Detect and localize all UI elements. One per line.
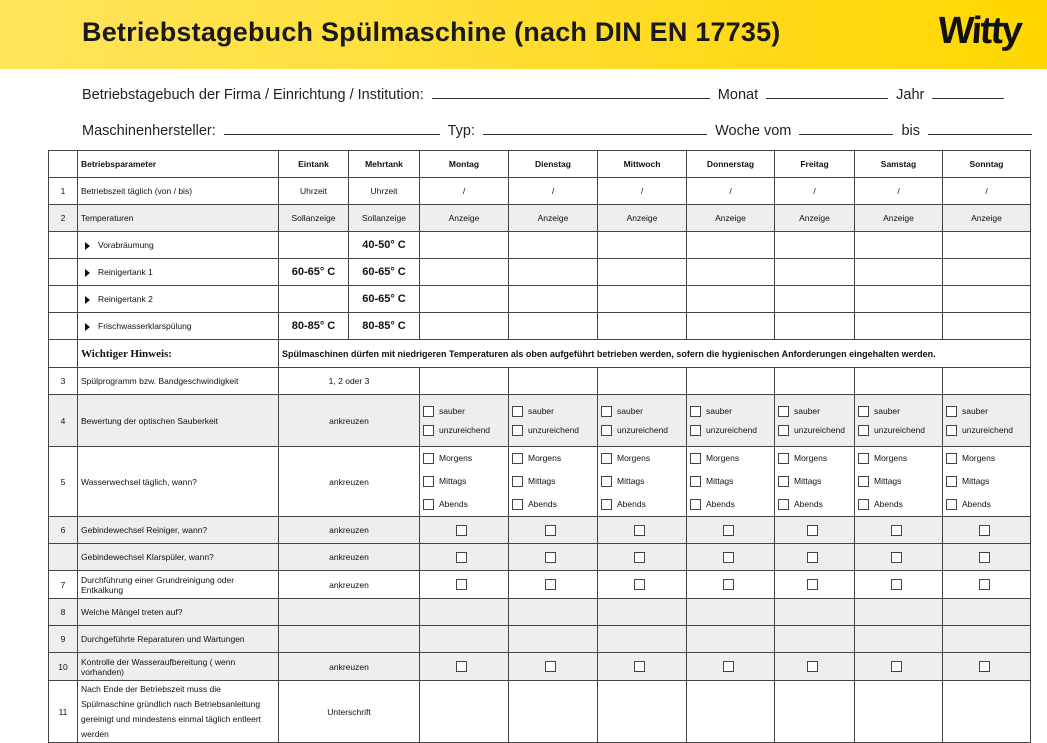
day-cell bbox=[943, 544, 1031, 571]
day-cell bbox=[509, 544, 598, 571]
day-options: Morgens Mittags Abends bbox=[598, 447, 687, 517]
day-cell[interactable] bbox=[420, 286, 509, 313]
day-cell[interactable]: / bbox=[687, 178, 775, 205]
woche-field[interactable] bbox=[799, 122, 893, 135]
day-options: Morgens Mittags Abends bbox=[687, 447, 775, 517]
day-cell bbox=[420, 517, 509, 544]
row-maengel bbox=[49, 599, 1031, 626]
header-samstag: Samstag bbox=[855, 151, 943, 178]
checkbox[interactable] bbox=[858, 476, 869, 487]
row-temp-frischwasser bbox=[49, 313, 1031, 340]
typ-label: Typ: bbox=[447, 123, 476, 139]
row-temp-reinigertank-1 bbox=[49, 259, 1031, 286]
triangle-bullet-icon bbox=[85, 269, 90, 277]
header-eintank: Eintank bbox=[279, 151, 349, 178]
day-options: Morgens Mittags Abends bbox=[855, 447, 943, 517]
day-cell bbox=[509, 517, 598, 544]
row-wasserwechsel bbox=[49, 447, 1031, 517]
checkbox[interactable] bbox=[807, 579, 818, 590]
checkbox[interactable] bbox=[423, 453, 434, 464]
day-cell: Anzeige bbox=[943, 205, 1031, 232]
row-label: Betriebszeit täglich (von / bis) bbox=[78, 178, 279, 205]
day-cell bbox=[775, 653, 855, 681]
row-gebinde-reiniger bbox=[49, 517, 1031, 544]
checkbox[interactable] bbox=[807, 525, 818, 536]
checkbox[interactable] bbox=[778, 476, 789, 487]
eintank-cell bbox=[279, 286, 349, 313]
title-banner bbox=[0, 0, 1047, 69]
eintank-cell bbox=[279, 232, 349, 259]
bis-label: bis bbox=[901, 123, 920, 139]
mehrtank-cell: Uhrzeit bbox=[349, 178, 420, 205]
day-cell[interactable]: / bbox=[943, 178, 1031, 205]
woche-label: Woche vom bbox=[715, 123, 792, 139]
day-cell: Anzeige bbox=[420, 205, 509, 232]
row-sauberkeit bbox=[49, 395, 1031, 447]
row-betriebszeit bbox=[49, 178, 1031, 205]
day-cell[interactable] bbox=[855, 599, 943, 626]
checkbox[interactable] bbox=[456, 579, 467, 590]
day-cell bbox=[420, 544, 509, 571]
row-label: Nach Ende der Betriebszeit muss die Spülmaschine gründlich nach Betriebsanleitung gereinigt und mindestens einmal täglich entleert werden bbox=[78, 681, 279, 743]
day-cell[interactable] bbox=[775, 599, 855, 626]
checkbox[interactable] bbox=[456, 661, 467, 672]
day-options: Morgens Mittags Abends bbox=[420, 447, 509, 517]
checkbox[interactable] bbox=[946, 406, 957, 417]
checkbox[interactable] bbox=[723, 579, 734, 590]
row-label: Frischwasserklarspülung bbox=[78, 313, 279, 340]
day-cell bbox=[943, 653, 1031, 681]
row-num: 9 bbox=[49, 626, 78, 653]
day-cell[interactable] bbox=[598, 368, 687, 395]
day-cell[interactable] bbox=[943, 368, 1031, 395]
day-cell[interactable] bbox=[598, 286, 687, 313]
day-cell[interactable] bbox=[775, 313, 855, 340]
day-cell[interactable] bbox=[775, 368, 855, 395]
hint-label: Wichtiger Hinweis: bbox=[78, 340, 279, 368]
signature-cell[interactable] bbox=[943, 681, 1031, 743]
checkbox[interactable] bbox=[979, 525, 990, 536]
triangle-bullet-icon bbox=[85, 323, 90, 331]
day-cell[interactable]: / bbox=[598, 178, 687, 205]
checkbox[interactable] bbox=[807, 552, 818, 563]
signature-cell[interactable] bbox=[420, 681, 509, 743]
jahr-field[interactable] bbox=[932, 86, 1004, 99]
row-num: 1 bbox=[49, 178, 78, 205]
checkbox[interactable] bbox=[545, 661, 556, 672]
day-cell[interactable] bbox=[687, 286, 775, 313]
form-line-hersteller bbox=[82, 122, 1036, 139]
day-options: Morgens Mittags Abends bbox=[509, 447, 598, 517]
signature-cell[interactable] bbox=[509, 681, 598, 743]
row-num bbox=[49, 544, 78, 571]
row-num bbox=[49, 340, 78, 368]
day-cell[interactable] bbox=[598, 626, 687, 653]
checkbox[interactable] bbox=[456, 552, 467, 563]
checkbox[interactable] bbox=[634, 552, 645, 563]
header-mittwoch: Mittwoch bbox=[598, 151, 687, 178]
day-cell[interactable] bbox=[420, 626, 509, 653]
day-options: sauber unzureichend bbox=[943, 395, 1031, 447]
checkbox[interactable] bbox=[601, 453, 612, 464]
checkbox[interactable] bbox=[778, 499, 789, 510]
row-num bbox=[49, 313, 78, 340]
day-cell[interactable] bbox=[420, 599, 509, 626]
row-gebinde-klarspueler bbox=[49, 544, 1031, 571]
row-label: Kontrolle der Wasseraufbereitung ( wenn vorhanden) bbox=[78, 653, 279, 681]
checkbox[interactable] bbox=[778, 453, 789, 464]
checkbox[interactable] bbox=[634, 525, 645, 536]
day-cell bbox=[420, 571, 509, 599]
checkbox[interactable] bbox=[545, 552, 556, 563]
day-options: sauber unzureichend bbox=[687, 395, 775, 447]
day-cell[interactable] bbox=[509, 259, 598, 286]
firma-field[interactable] bbox=[432, 86, 710, 99]
day-options: sauber unzureichend bbox=[420, 395, 509, 447]
day-cell[interactable] bbox=[509, 232, 598, 259]
jahr-label: Jahr bbox=[896, 87, 925, 103]
header-num bbox=[49, 151, 78, 178]
row-temp-reinigertank-2 bbox=[49, 286, 1031, 313]
checkbox[interactable] bbox=[979, 661, 990, 672]
row-temperaturen bbox=[49, 205, 1031, 232]
row-num: 8 bbox=[49, 599, 78, 626]
day-cell bbox=[855, 571, 943, 599]
day-cell bbox=[687, 544, 775, 571]
row-num bbox=[49, 286, 78, 313]
row-num: 6 bbox=[49, 517, 78, 544]
day-cell[interactable] bbox=[943, 599, 1031, 626]
header-montag: Montag bbox=[420, 151, 509, 178]
day-cell bbox=[509, 571, 598, 599]
row-label: Reinigertank 1 bbox=[78, 259, 279, 286]
row-num bbox=[49, 232, 78, 259]
checkbox[interactable] bbox=[601, 476, 612, 487]
day-cell[interactable] bbox=[855, 286, 943, 313]
day-cell[interactable]: / bbox=[420, 178, 509, 205]
row-num: 10 bbox=[49, 653, 78, 681]
checkbox[interactable] bbox=[634, 661, 645, 672]
day-cell[interactable] bbox=[855, 626, 943, 653]
day-cell[interactable] bbox=[420, 259, 509, 286]
witty-logo: Witty bbox=[936, 10, 1023, 52]
checkbox[interactable] bbox=[891, 525, 902, 536]
row-label: Spülprogramm bzw. Bandgeschwindigkeit bbox=[78, 368, 279, 395]
row-label: Welche Mängel treten auf? bbox=[78, 599, 279, 626]
day-options: sauber unzureichend bbox=[509, 395, 598, 447]
row-num: 3 bbox=[49, 368, 78, 395]
checkbox[interactable] bbox=[723, 552, 734, 563]
row-num: 5 bbox=[49, 447, 78, 517]
header-freitag: Freitag bbox=[775, 151, 855, 178]
day-cell[interactable] bbox=[509, 286, 598, 313]
day-cell[interactable]: / bbox=[775, 178, 855, 205]
row-hint bbox=[49, 340, 1031, 368]
checkbox[interactable] bbox=[423, 499, 434, 510]
day-cell[interactable] bbox=[509, 313, 598, 340]
checkbox[interactable] bbox=[946, 499, 957, 510]
day-cell bbox=[420, 653, 509, 681]
day-options: Morgens Mittags Abends bbox=[775, 447, 855, 517]
checkbox[interactable] bbox=[858, 425, 869, 436]
row-wasseraufbereitung bbox=[49, 653, 1031, 681]
day-cell: Anzeige bbox=[775, 205, 855, 232]
day-cell[interactable] bbox=[687, 259, 775, 286]
day-cell[interactable] bbox=[598, 232, 687, 259]
day-cell bbox=[775, 571, 855, 599]
day-cell bbox=[943, 571, 1031, 599]
day-cell bbox=[598, 653, 687, 681]
day-cell[interactable] bbox=[855, 259, 943, 286]
checkbox[interactable] bbox=[858, 499, 869, 510]
day-cell: Anzeige bbox=[855, 205, 943, 232]
day-cell bbox=[598, 544, 687, 571]
row-label: Durchführung einer Grundreinigung oder Entkalkung bbox=[78, 571, 279, 599]
row-grundreinigung bbox=[49, 571, 1031, 599]
day-cell[interactable] bbox=[943, 232, 1031, 259]
monat-label: Monat bbox=[717, 87, 759, 103]
row-temp-vorabraeumung bbox=[49, 232, 1031, 259]
checkbox[interactable] bbox=[512, 425, 523, 436]
header-donnerstag: Donnerstag bbox=[687, 151, 775, 178]
day-cell: Anzeige bbox=[509, 205, 598, 232]
checkbox[interactable] bbox=[545, 579, 556, 590]
day-cell[interactable] bbox=[420, 232, 509, 259]
day-cell[interactable] bbox=[775, 259, 855, 286]
checkbox[interactable] bbox=[690, 406, 701, 417]
day-options: sauber unzureichend bbox=[855, 395, 943, 447]
checkbox[interactable] bbox=[946, 453, 957, 464]
checkbox[interactable] bbox=[891, 661, 902, 672]
mehrtank-cell: 40-50° C bbox=[349, 232, 420, 259]
day-cell bbox=[687, 653, 775, 681]
firma-label: Betriebstagebuch der Firma / Einrichtung / Institution: bbox=[82, 87, 424, 103]
day-cell bbox=[855, 544, 943, 571]
day-cell[interactable] bbox=[775, 626, 855, 653]
checkbox[interactable] bbox=[423, 425, 434, 436]
checkbox[interactable] bbox=[946, 476, 957, 487]
checkbox[interactable] bbox=[690, 425, 701, 436]
day-cell[interactable] bbox=[598, 313, 687, 340]
day-cell: Anzeige bbox=[687, 205, 775, 232]
bis-field[interactable] bbox=[928, 122, 1032, 135]
row-label: Vorabräumung bbox=[78, 232, 279, 259]
header-row bbox=[49, 151, 1031, 178]
header-parameter: Betriebsparameter bbox=[78, 151, 279, 178]
row-spuelprogramm bbox=[49, 368, 1031, 395]
checkbox[interactable] bbox=[858, 453, 869, 464]
checkbox[interactable] bbox=[512, 476, 523, 487]
mehrtank-cell: Sollanzeige bbox=[349, 205, 420, 232]
checkbox[interactable] bbox=[858, 406, 869, 417]
day-cell[interactable] bbox=[598, 259, 687, 286]
checkbox[interactable] bbox=[601, 499, 612, 510]
hersteller-field[interactable] bbox=[224, 122, 440, 135]
day-cell[interactable] bbox=[943, 313, 1031, 340]
day-cell: Anzeige bbox=[598, 205, 687, 232]
day-cell[interactable]: / bbox=[509, 178, 598, 205]
day-cell[interactable] bbox=[855, 368, 943, 395]
row-label: Gebindewechsel Klarspüler, wann? bbox=[78, 544, 279, 571]
checkbox[interactable] bbox=[891, 579, 902, 590]
operating-log-table bbox=[48, 150, 1031, 743]
checkbox[interactable] bbox=[723, 661, 734, 672]
checkbox[interactable] bbox=[891, 552, 902, 563]
day-cell[interactable] bbox=[509, 626, 598, 653]
row-num: 2 bbox=[49, 205, 78, 232]
checkbox[interactable] bbox=[946, 425, 957, 436]
instruction: ankreuzen bbox=[279, 517, 420, 544]
checkbox[interactable] bbox=[979, 552, 990, 563]
eintank-cell: 80-85° C bbox=[279, 313, 349, 340]
day-options: sauber unzureichend bbox=[775, 395, 855, 447]
signature-cell[interactable] bbox=[775, 681, 855, 743]
row-label: Gebindewechsel Reiniger, wann? bbox=[78, 517, 279, 544]
checkbox[interactable] bbox=[690, 453, 701, 464]
day-cell[interactable] bbox=[775, 232, 855, 259]
checkbox[interactable] bbox=[778, 425, 789, 436]
day-cell[interactable] bbox=[687, 313, 775, 340]
day-cell bbox=[687, 517, 775, 544]
day-cell[interactable] bbox=[420, 368, 509, 395]
signature-cell[interactable] bbox=[855, 681, 943, 743]
eintank-cell: Uhrzeit bbox=[279, 178, 349, 205]
day-options: sauber unzureichend bbox=[598, 395, 687, 447]
instruction: ankreuzen bbox=[279, 571, 420, 599]
row-label: Reinigertank 2 bbox=[78, 286, 279, 313]
instruction: ankreuzen bbox=[279, 447, 420, 517]
checkbox[interactable] bbox=[807, 661, 818, 672]
mehrtank-cell: 60-65° C bbox=[349, 259, 420, 286]
row-reparaturen bbox=[49, 626, 1031, 653]
day-cell bbox=[509, 653, 598, 681]
checkbox[interactable] bbox=[723, 525, 734, 536]
row-num: 7 bbox=[49, 571, 78, 599]
row-num: 11 bbox=[49, 681, 78, 743]
signature-cell[interactable] bbox=[687, 681, 775, 743]
day-cell bbox=[687, 571, 775, 599]
day-cell[interactable] bbox=[943, 259, 1031, 286]
day-cell[interactable] bbox=[687, 599, 775, 626]
day-cell bbox=[855, 517, 943, 544]
day-cell[interactable] bbox=[509, 599, 598, 626]
day-cell[interactable] bbox=[687, 626, 775, 653]
day-cell[interactable] bbox=[775, 286, 855, 313]
checkbox[interactable] bbox=[423, 476, 434, 487]
checkbox[interactable] bbox=[512, 453, 523, 464]
checkbox[interactable] bbox=[690, 499, 701, 510]
mehrtank-cell: 80-85° C bbox=[349, 313, 420, 340]
row-label: Temperaturen bbox=[78, 205, 279, 232]
checkbox[interactable] bbox=[601, 425, 612, 436]
day-cell bbox=[775, 517, 855, 544]
day-options: Morgens Mittags Abends bbox=[943, 447, 1031, 517]
checkbox[interactable] bbox=[690, 476, 701, 487]
header-mehrtank: Mehrtank bbox=[349, 151, 420, 178]
eintank-cell: Sollanzeige bbox=[279, 205, 349, 232]
checkbox[interactable] bbox=[545, 525, 556, 536]
day-cell bbox=[598, 571, 687, 599]
row-label: Bewertung der optischen Sauberkeit bbox=[78, 395, 279, 447]
page-title: Betriebstagebuch Spülmaschine (nach DIN EN 17735) bbox=[82, 17, 781, 47]
mehrtank-cell: 60-65° C bbox=[349, 286, 420, 313]
day-cell[interactable] bbox=[598, 599, 687, 626]
instruction: ankreuzen bbox=[279, 653, 420, 681]
day-cell bbox=[855, 653, 943, 681]
checkbox[interactable] bbox=[778, 406, 789, 417]
checkbox[interactable] bbox=[423, 406, 434, 417]
row-num bbox=[49, 259, 78, 286]
hersteller-label: Maschinenhersteller: bbox=[82, 123, 216, 139]
day-cell bbox=[598, 517, 687, 544]
row-num: 4 bbox=[49, 395, 78, 447]
form-line-firma bbox=[82, 86, 1008, 103]
day-cell[interactable] bbox=[855, 313, 943, 340]
checkbox[interactable] bbox=[512, 499, 523, 510]
triangle-bullet-icon bbox=[85, 296, 90, 304]
instruction: ankreuzen bbox=[279, 544, 420, 571]
signature-cell[interactable] bbox=[598, 681, 687, 743]
checkbox[interactable] bbox=[601, 406, 612, 417]
header-sonntag: Sonntag bbox=[943, 151, 1031, 178]
row-label: Wasserwechsel täglich, wann? bbox=[78, 447, 279, 517]
instruction bbox=[279, 599, 420, 626]
row-unterschrift bbox=[49, 681, 1031, 743]
day-cell[interactable] bbox=[943, 626, 1031, 653]
checkbox[interactable] bbox=[634, 579, 645, 590]
day-cell[interactable] bbox=[509, 368, 598, 395]
header-dienstag: Dienstag bbox=[509, 151, 598, 178]
row-label: Durchgeführte Reparaturen und Wartungen bbox=[78, 626, 279, 653]
hint-text: Spülmaschinen dürfen mit niedrigeren Temperaturen als oben aufgeführt betrieben werden, sofern die hygienischen Anforderungen eingehalten werden. bbox=[279, 340, 1031, 368]
day-cell[interactable] bbox=[687, 232, 775, 259]
monat-field[interactable] bbox=[766, 86, 888, 99]
instruction bbox=[279, 626, 420, 653]
day-cell[interactable]: / bbox=[855, 178, 943, 205]
typ-field[interactable] bbox=[483, 122, 707, 135]
day-cell[interactable] bbox=[687, 368, 775, 395]
instruction: Unterschrift bbox=[279, 681, 420, 743]
day-cell bbox=[775, 544, 855, 571]
program-value: 1, 2 oder 3 bbox=[279, 368, 420, 395]
instruction: ankreuzen bbox=[279, 395, 420, 447]
eintank-cell: 60-65° C bbox=[279, 259, 349, 286]
checkbox[interactable] bbox=[512, 406, 523, 417]
day-cell[interactable] bbox=[943, 286, 1031, 313]
checkbox[interactable] bbox=[456, 525, 467, 536]
day-cell[interactable] bbox=[855, 232, 943, 259]
triangle-bullet-icon bbox=[85, 242, 90, 250]
checkbox[interactable] bbox=[979, 579, 990, 590]
day-cell[interactable] bbox=[420, 313, 509, 340]
day-cell bbox=[943, 517, 1031, 544]
